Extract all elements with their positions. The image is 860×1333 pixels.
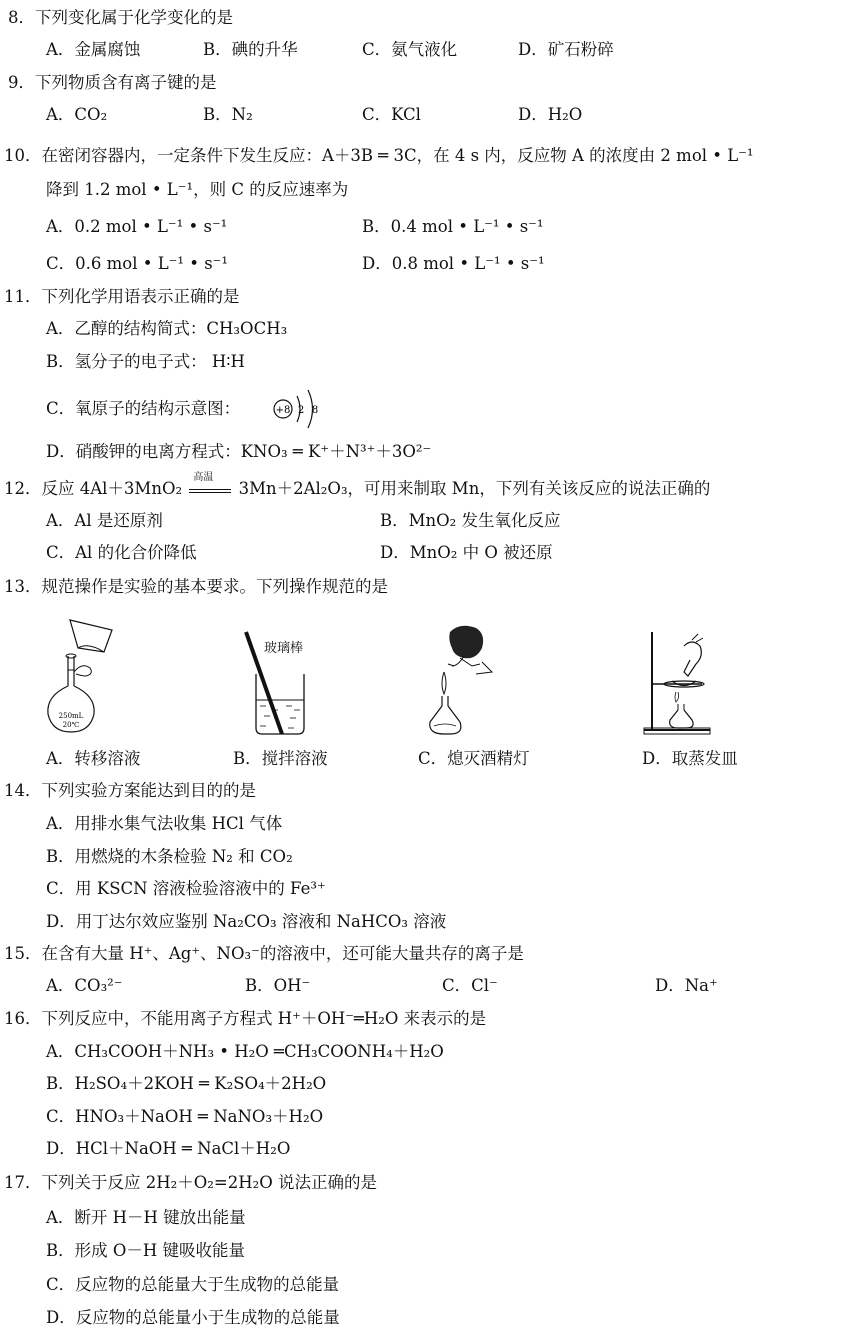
q16-option-c: C．HNO₃＋NaOH ═ NaNO₃＋H₂O xyxy=(46,1107,324,1126)
q16-option-a: A．CH₃COOH＋NH₃ • H₂O ═CH₃COONH₄＋H₂O xyxy=(46,1042,444,1061)
q12-stem-post: 3Mn＋2Al₂O₃，可用来制取 Mn，下列有关该反应的说法正确的 xyxy=(238,479,711,498)
q12-option-d: D．MnO₂ 中 O 被还原 xyxy=(380,543,553,562)
q11-option-d: D．硝酸钾的电离方程式：KNO₃ ═ K⁺＋N³⁺＋3O²⁻ xyxy=(46,442,432,461)
q15-option-b: B．OH⁻ xyxy=(245,976,311,995)
figure-a-volumetric-flask xyxy=(40,612,130,738)
q16-option-b: B．H₂SO₄＋2KOH ═ K₂SO₄＋2H₂O xyxy=(46,1074,327,1093)
question-17-stem: 17．下列关于反应 2H₂＋O₂=2H₂O 说法正确的是 xyxy=(4,1173,377,1192)
q12-option-a: A．Al 是还原剂 xyxy=(46,511,163,530)
question-13-stem: 13．规范操作是实验的基本要求。下列操作规范的是 xyxy=(4,577,388,596)
figure-d-evaporating-dish-stand xyxy=(640,626,730,738)
q8-option-d: D．矿石粉碎 xyxy=(518,40,614,59)
question-8-stem: 8．下列变化属于化学变化的是 xyxy=(8,8,233,27)
question-11-stem: 11．下列化学用语表示正确的是 xyxy=(4,287,240,306)
figure-c-alcohol-lamp xyxy=(420,622,510,740)
q9-option-a: A．CO₂ xyxy=(46,105,108,124)
q13-option-d: D．取蒸发皿 xyxy=(642,749,738,768)
question-15-stem: 15．在含有大量 H⁺、Ag⁺、NO₃⁻的溶液中，还可能大量共存的离子是 xyxy=(4,944,524,963)
q13-option-b: B．搅拌溶液 xyxy=(233,749,328,768)
q17-option-d: D．反应物的总能量小于生成物的总能量 xyxy=(46,1308,340,1327)
q15-option-a: A．CO₃²⁻ xyxy=(46,976,123,995)
q10-option-c: C．0.6 mol • L⁻¹ • s⁻¹ xyxy=(46,254,228,273)
q12-condition-arrow xyxy=(187,472,233,500)
q10-option-b: B．0.4 mol • L⁻¹ • s⁻¹ xyxy=(362,217,544,236)
q8-option-b: B．碘的升华 xyxy=(203,40,298,59)
shell2-label: 8 xyxy=(311,405,319,416)
question-16-stem: 16．下列反应中，不能用离子方程式 H⁺＋OH⁻═H₂O 来表示的是 xyxy=(4,1009,487,1028)
question-10-stem-line1: 10．在密闭容器内，一定条件下发生反应：A＋3B ═ 3C，在 4 s 内，反应物 A 的浓度由 2 mol • L⁻¹ xyxy=(4,146,754,165)
q17-option-b: B．形成 O－H 键吸收能量 xyxy=(46,1241,246,1260)
q11-option-a: A．乙醇的结构简式：CH₃OCH₃ xyxy=(46,319,288,338)
question-10-stem-line2: 降到 1.2 mol • L⁻¹，则 C 的反应速率为 xyxy=(46,180,349,199)
question-14-stem: 14．下列实验方案能达到目的的是 xyxy=(4,781,256,800)
q9-option-c: C．KCl xyxy=(362,105,421,124)
question-12-stem xyxy=(4,472,711,500)
q10-option-d: D．0.8 mol • L⁻¹ • s⁻¹ xyxy=(362,254,545,273)
flask-volume-label: 250mL xyxy=(58,712,84,720)
q14-option-d: D．用丁达尔效应鉴别 Na₂CO₃ 溶液和 NaHCO₃ 溶液 xyxy=(46,912,447,931)
q12-option-b: B．MnO₂ 发生氧化反应 xyxy=(380,511,561,530)
q15-option-d: D．Na⁺ xyxy=(655,976,718,995)
q9-option-b: B．N₂ xyxy=(203,105,253,124)
q11-option-b: B．氢分子的电子式： H∶H xyxy=(46,352,245,371)
q8-option-a: A．金属腐蚀 xyxy=(46,40,141,59)
q12-stem-pre: 12．反应 4Al＋3MnO₂ xyxy=(4,479,183,498)
q15-option-c: C．Cl⁻ xyxy=(442,976,498,995)
q11-option-c: C．氧原子的结构示意图： xyxy=(46,399,241,418)
q12-option-c: C．Al 的化合价降低 xyxy=(46,543,197,562)
q16-option-d: D．HCl＋NaOH ═ NaCl＋H₂O xyxy=(46,1139,291,1158)
q17-option-c: C．反应物的总能量大于生成物的总能量 xyxy=(46,1275,340,1294)
question-9-stem: 9．下列物质含有离子键的是 xyxy=(8,73,217,92)
q8-option-c: C．氨气液化 xyxy=(362,40,458,59)
q14-option-b: B．用燃烧的木条检验 N₂ 和 CO₂ xyxy=(46,847,293,866)
q13-option-a: A．转移溶液 xyxy=(46,749,141,768)
q9-option-d: D．H₂O xyxy=(518,105,583,124)
q14-option-a: A．用排水集气法收集 HCl 气体 xyxy=(46,814,283,833)
q10-option-a: A．0.2 mol • L⁻¹ • s⁻¹ xyxy=(46,217,228,236)
q12-condition-label: 高温 xyxy=(193,472,214,483)
flask-temp-label: 20℃ xyxy=(62,721,80,729)
q14-option-c: C．用 KSCN 溶液检验溶液中的 Fe³⁺ xyxy=(46,879,326,898)
q17-option-a: A．断开 H－H 键放出能量 xyxy=(46,1208,246,1227)
nucleus-label: +8 xyxy=(275,405,291,416)
q13-option-c: C．熄灭酒精灯 xyxy=(418,749,530,768)
glass-rod-label: 玻璃棒 xyxy=(264,641,304,656)
oxygen-atom-structure-diagram xyxy=(270,386,330,432)
shell1-label: 2 xyxy=(297,405,305,416)
